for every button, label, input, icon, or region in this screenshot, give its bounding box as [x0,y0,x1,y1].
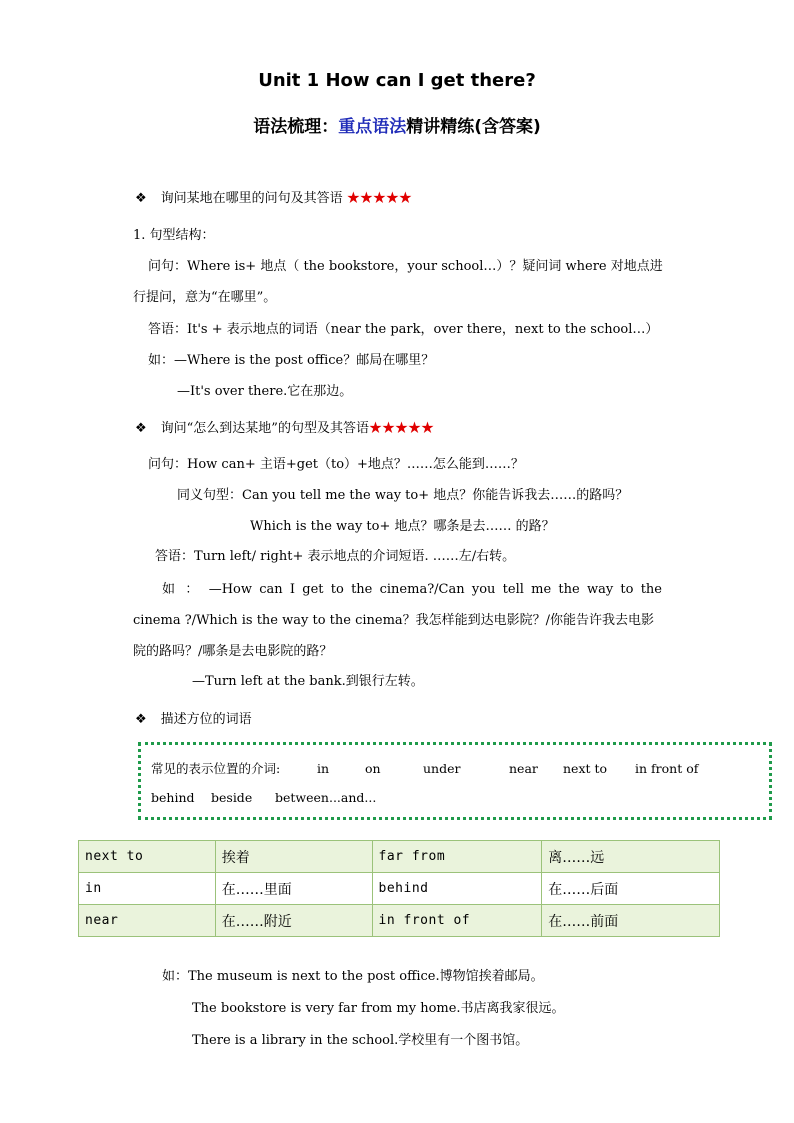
star-rating-icon: ★★★★★ [346,191,412,206]
preposition-word: between...and... [275,790,377,805]
section1-heading-text: 询问某地在哪里的问句及其答语 [160,191,343,206]
table-cell: 在……后面 [542,873,720,905]
section2-example-line1: 如 ： —How can I get to the cinema?/Can you tell me the way to the [162,582,662,597]
section2-example-line3: 院的路吗？/哪条是去电影院的路？ [133,644,333,659]
section2-question-line: 问句：How can+ 主语+get（to）+地点？……怎么能到……？ [148,457,524,472]
page-title: Unit 1 How can I get there? [258,70,536,91]
position-words-table [78,840,720,937]
table-cell: 在……前面 [542,905,720,937]
section1-item1: 1. 句型结构： [133,228,215,243]
section2-heading-text: 询问“怎么到达某地”的句型及其答语 [160,421,369,436]
section2-example-line4: —Turn left at the bank.到银行左转。 [192,674,424,689]
table-cell: in [79,873,216,905]
table-row [79,905,720,937]
table-cell: next to [79,841,216,873]
prepositions-row1 [151,759,698,777]
preposition-word: beside [211,790,253,805]
table-cell: 挨着 [215,841,372,873]
table-cell: 在……附近 [215,905,372,937]
subtitle-highlight: 重点语法 [338,117,407,137]
preposition-word: on [365,761,381,776]
table-cell: near [79,905,216,937]
section3-heading [135,708,252,727]
preposition-word: in [317,761,330,776]
preposition-word: next to [563,761,608,776]
diamond-bullet-icon: ❖ [135,191,147,206]
section2-synonym-line2: Which is the way to+ 地点？哪条是去…… 的路？ [250,519,555,534]
page-subtitle [0,112,794,137]
table-cell: in front of [372,905,542,937]
table-row [79,873,720,905]
diamond-bullet-icon: ❖ [135,712,147,727]
example-line3: There is a library in the school.学校里有一个图书馆。 [192,1033,529,1048]
table-cell: far from [372,841,542,873]
section1-question-line1: 问句：Where is+ 地点（ the bookstore，your school…）？疑问词 where 对地点进 [148,259,663,274]
diamond-bullet-icon: ❖ [135,421,147,436]
preposition-word: behind [151,790,195,805]
section3-heading-text: 描述方位的词语 [160,712,252,727]
prepositions-row2 [151,790,376,805]
section2-example-line2: cinema ?/Which is the way to the cinema？我怎样能到达电影院？/你能告许我去电影 [133,613,655,628]
table-cell: 离……远 [542,841,720,873]
example-line2: The bookstore is very far from my home.书店离我家很远。 [192,1001,565,1016]
section1-answer-line: 答语：It's + 表示地点的词语（near the park，over there，next to the school…） [148,322,659,337]
example-line1: 如：The museum is next to the post office.博物馆挨着邮局。 [162,969,544,984]
section2-synonym-line1: 同义句型：Can you tell me the way to+ 地点？你能告诉我去……的路吗？ [177,488,629,503]
prepositions-box [138,742,772,820]
subtitle-suffix: 精讲精练(含答案) [406,117,541,137]
section1-heading [135,187,412,206]
preposition-word: near [509,761,538,776]
section1-question-line2: 行提问，意为“在哪里”。 [133,290,277,305]
table-row [79,841,720,873]
section1-example-line1: 如：—Where is the post office？邮局在哪里？ [148,353,435,368]
preposition-word: in front of [635,761,699,776]
subtitle-prefix: 语法梳理： [253,117,339,137]
preposition-word: under [423,761,461,776]
section2-answer-line: 答语：Turn left/ right+ 表示地点的介词短语. ……左/右转。 [155,549,516,564]
section2-heading [135,417,434,436]
table-cell: behind [372,873,542,905]
table-cell: 在……里面 [215,873,372,905]
prepositions-label: 常见的表示位置的介词: [151,761,281,776]
star-rating-icon: ★★★★★ [368,421,434,436]
section1-example-line2: —It's over there.它在那边。 [177,384,353,399]
